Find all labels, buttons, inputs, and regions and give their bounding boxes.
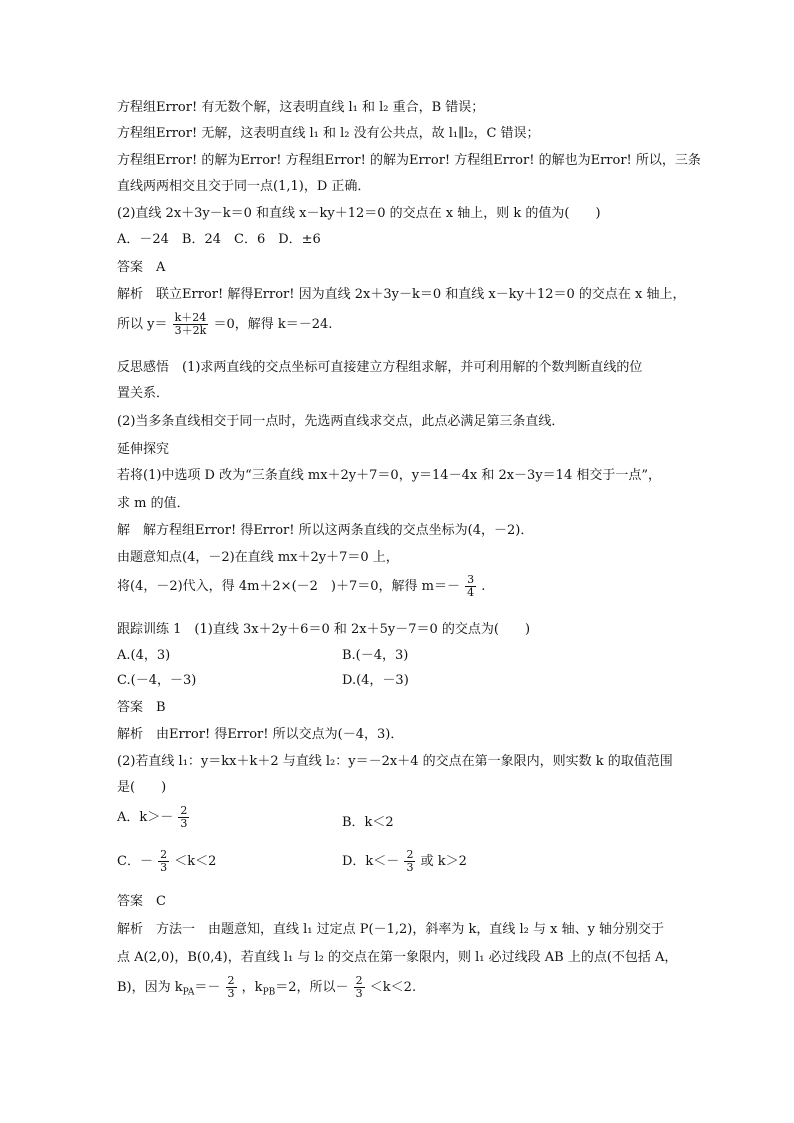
fraction: $\frac{3}{4}$ [467,573,475,599]
answer-label: 答案 A [117,260,166,275]
text-line: 直线两两相交且交于同一点(1,1)，D 正确． [117,179,371,194]
text-line: 方程组Error! 有无数个解，这表明直线 l₁ 和 l₂ 重合，B 错误； [117,100,485,115]
fraction: $\frac{2}{3}$ [180,804,188,830]
option-d: D.(4，－3) [342,673,409,688]
text-line: 方程组Error! 无解，这表明直线 l₁ 和 l₂ 没有公共点，故 l₁∥l₂，C 错误； [117,126,540,141]
reflection-line: (2)当多条直线相交于同一点时，先选两直线求交点，此点必满足第三条直线． [117,414,565,429]
option-b: B．k＜2 [342,815,394,830]
analysis-fraction-line: 所以 y＝ $\frac{k+24}{3+2k}$ ＝0，解得 k＝－24. [117,311,333,337]
solution-line: 由题意知点(4，－2)在直线 mx＋2y＋7＝0 上， [117,550,399,565]
answer-label: 答案 C [117,894,166,909]
section-heading: 延伸探究 [117,442,170,457]
fraction: $\frac{2}{3}$ [160,848,168,874]
fraction: $\frac{2}{3}$ [355,974,363,1000]
text-line: 方程组Error! 的解为Error! 方程组Error! 的解为Error! 方程组Error! 的解也为Error! 所以，三条 [117,153,701,168]
practice-heading: 跟踪训练 1 (1)直线 3x＋2y＋6＝0 和 2x＋5y－7＝0 的交点为( ) [117,622,531,637]
analysis-line: 解析 方法一 由题意知，直线 l₁ 过定点 P(－1,2)，斜率为 k，直线 l₂ 与 x 轴、y 轴分别交于 [117,922,665,937]
option-a: A．k＞－ $\frac{2}{3}$ [117,804,188,830]
analysis-line: 点 A(2,0)，B(0,4)，若直线 l₁ 与 l₂ 的交点在第一象限内，则 l₁ 必过线段 AB 上的点(不包括 A， [117,950,678,965]
fraction: $\frac{2}{3}$ [227,974,235,1000]
solution-fraction-line: 将(4，－2)代入，得 4m＋2×(－2 )＋7＝0，解得 m＝－ $\frac{3}{4}$ . [117,573,486,599]
fraction: $\frac{2}{3}$ [406,848,414,874]
fraction: $\frac{k+24}{3+2k}$ [174,311,207,337]
reflection-line: 反思感悟 (1)求两直线的交点坐标可直接建立方程组求解，并可利用解的个数判断直线的位 [117,360,643,375]
option-c: C.(－4，－3) [117,673,197,688]
question-2-stem: (2)直线 2x＋3y－k＝0 和直线 x－ky＋12＝0 的交点在 x 轴上，则 k 的值为( ) [117,206,601,221]
question-2-options: A．－24 B．24 C．6 D．±6 [117,232,321,247]
option-b: B.(－4，3) [342,648,409,663]
analysis-line: 解析 由Error! 得Error! 所以交点为(－4，3)． [117,727,404,742]
option-c: C．－ $\frac{2}{3}$ ＜k＜2 [117,848,217,874]
solution-line: 解 解方程组Error! 得Error! 所以这两条直线的交点坐标为(4，－2)． [117,523,534,538]
analysis-line: 解析 联立Error! 解得Error! 因为直线 2x＋3y－k＝0 和直线 x－ky＋12＝0 的交点在 x 轴上， [117,287,686,302]
question-stem: 是( ) [117,780,167,795]
analysis-fraction-line: B)，因为 $k_{PA}=-$ $\frac{2}{3}$ ，$k_{PB}=2$，所以－ $\frac{2}{3}$ ＜k＜2. [117,974,417,1000]
question-stem: (2)若直线 l₁：y＝kx＋k＋2 与直线 l₂：y＝－2x＋4 的交点在第一象限内，则实数 k 的取值范围 [117,754,673,769]
answer-label: 答案 B [117,700,166,715]
extension-line: 求 m 的值． [117,496,190,511]
option-a: A.(4，3) [117,648,171,663]
option-d: D．k＜－ $\frac{2}{3}$ 或 k＞2 [342,848,467,874]
reflection-line: 置关系． [117,386,170,401]
extension-line: 若将(1)中选项 D 改为“三条直线 mx＋2y＋7＝0，y＝14－4x 和 2x－3y＝14 相交于一点”， [117,468,661,483]
